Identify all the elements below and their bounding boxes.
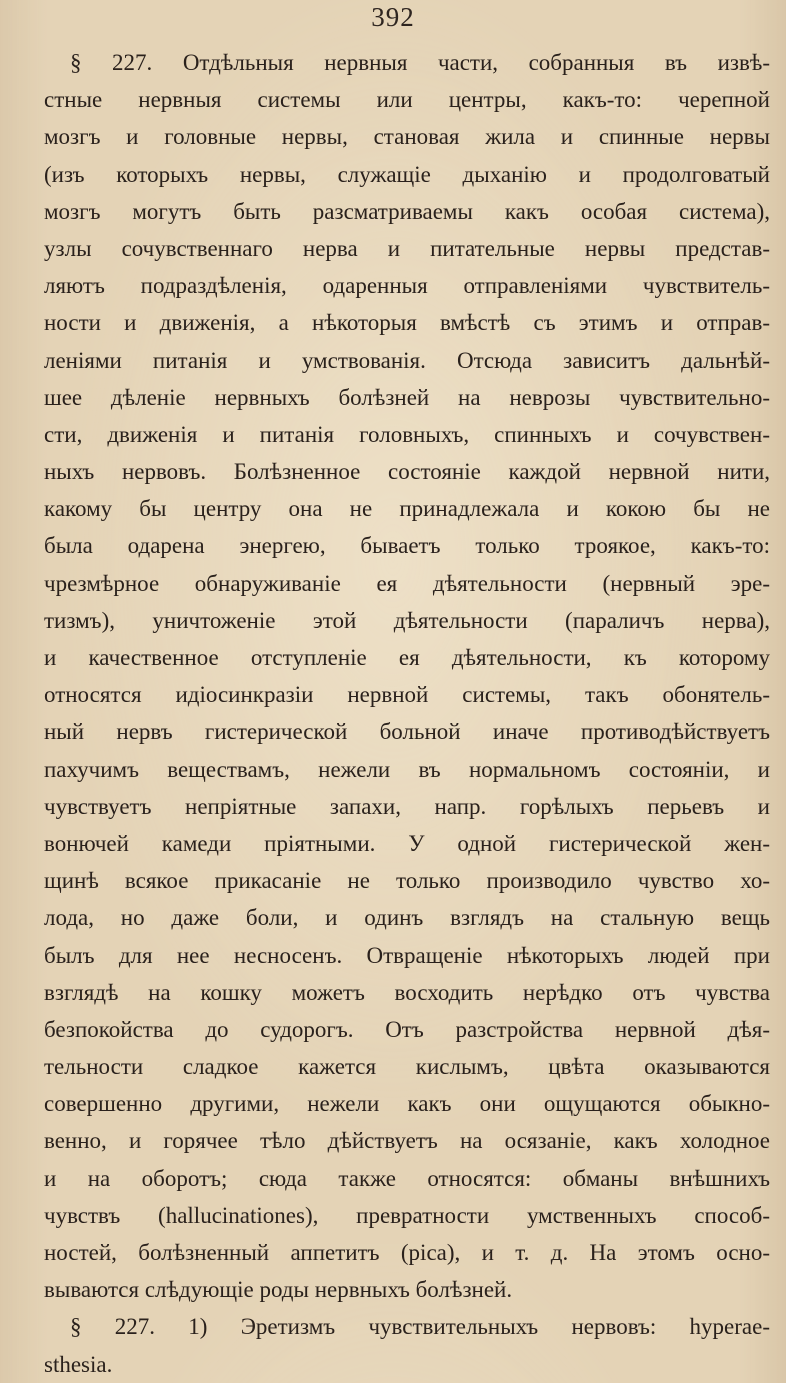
text-line: и качественное отступленіе ея дѣятельности, къ которому (44, 645, 770, 670)
text-line: чувствуетъ непріятные запахи, напр. горѣлыхъ перьевъ и (44, 793, 770, 819)
text-line: была одарена энергею, бываетъ только троякое, какъ-то: (44, 533, 770, 559)
text-line: § 227. Отдѣльныя нервныя части, собранныя въ извѣ- (70, 50, 770, 75)
text-line: вонючей камеди пріятными. У одной гистерической жен- (44, 830, 770, 856)
text-line: вываются слѣдующіе роды нервныхъ болѣзней. (44, 1277, 513, 1303)
text-line: былъ для нее несносенъ. Отвращеніе нѣкоторыхъ людей при (44, 942, 770, 968)
page-number: 392 (371, 2, 415, 32)
text-line: безпокойства до судорогъ. Отъ разстройства нервной дѣя- (44, 1016, 770, 1042)
text-line: относятся идіосинкразіи нервной системы, такъ обонятель- (44, 682, 770, 708)
body-text (44, 44, 770, 1383)
text-line: ныхъ нервовъ. Болѣзненное состояніе каждой нервной нити, (44, 459, 770, 485)
text-line: щинѣ всякое прикасаніе не только производило чувство хо- (44, 868, 770, 894)
text-line: взглядѣ на кошку можетъ восходить нерѣдко отъ чувства (44, 979, 770, 1005)
text-line: чрезмѣрное обнаруживаніе ея дѣятельности (нервный эре- (44, 570, 770, 596)
text-line: пахучимъ веществамъ, нежели въ нормальномъ состояніи, и (44, 756, 770, 782)
text-line: чувствъ (hallucinationes), превратности умственныхъ способ- (44, 1202, 770, 1228)
text-line: ностей, болѣзненный аппетитъ (pica), и т. д. На этомъ осно- (44, 1240, 770, 1265)
text-line: мозгъ могутъ быть разсматриваемы какъ особая система), (44, 198, 770, 224)
text-line: § 227. 1) Эретизмъ чувствительныхъ нервовъ: hyperae- (70, 1314, 770, 1340)
text-line: венно, и горячее тѣло дѣйствуетъ на осязаніе, какъ холодное (44, 1128, 770, 1154)
text-line: узлы сочувственнаго нерва и питательные нервы представ- (44, 235, 770, 261)
text-line: ный нервъ гистерической больной иначе противодѣйствуетъ (44, 719, 770, 745)
text-line: совершенно другими, нежели какъ они ощущаются обыкно- (44, 1091, 770, 1117)
text-line: лода, но даже боли, и одинъ взглядъ на стальную вещь (44, 905, 770, 931)
text-line: леніями питанія и умствованія. Отсюда зависитъ дальнѣй- (44, 347, 770, 373)
text-line: и на оборотъ; сюда также относятся: обманы внѣшнихъ (44, 1165, 770, 1191)
text-line: мозгъ и головные нервы, становая жила и спинные нервы (44, 124, 770, 150)
text-line: тельности сладкое кажется кислымъ, цвѣта оказываются (44, 1054, 770, 1080)
text-line: ности и движенія, а нѣкоторыя вмѣстѣ съ этимъ и отправ- (44, 310, 770, 336)
text-line: sthesia. (44, 1351, 113, 1377)
text-line: какому бы центру она не принадлежала и кокою бы не (44, 496, 770, 522)
text-line: тизмъ), уничтоженіе этой дѣятельности (параличъ нерва), (44, 607, 770, 633)
text-line: шее дѣленіе нервныхъ болѣзней на неврозы чувствительно- (44, 384, 770, 410)
text-line: сти, движенія и питанія головныхъ, спинныхъ и сочувствен- (44, 421, 770, 447)
text-line: стные нервныя системы или центры, какъ-то: черепной (44, 87, 770, 113)
text-line: ляютъ подраздѣленія, одаренныя отправленіями чувствитель- (44, 273, 770, 299)
text-line: (изъ которыхъ нервы, служащіе дыханію и продолговатый (44, 161, 770, 187)
